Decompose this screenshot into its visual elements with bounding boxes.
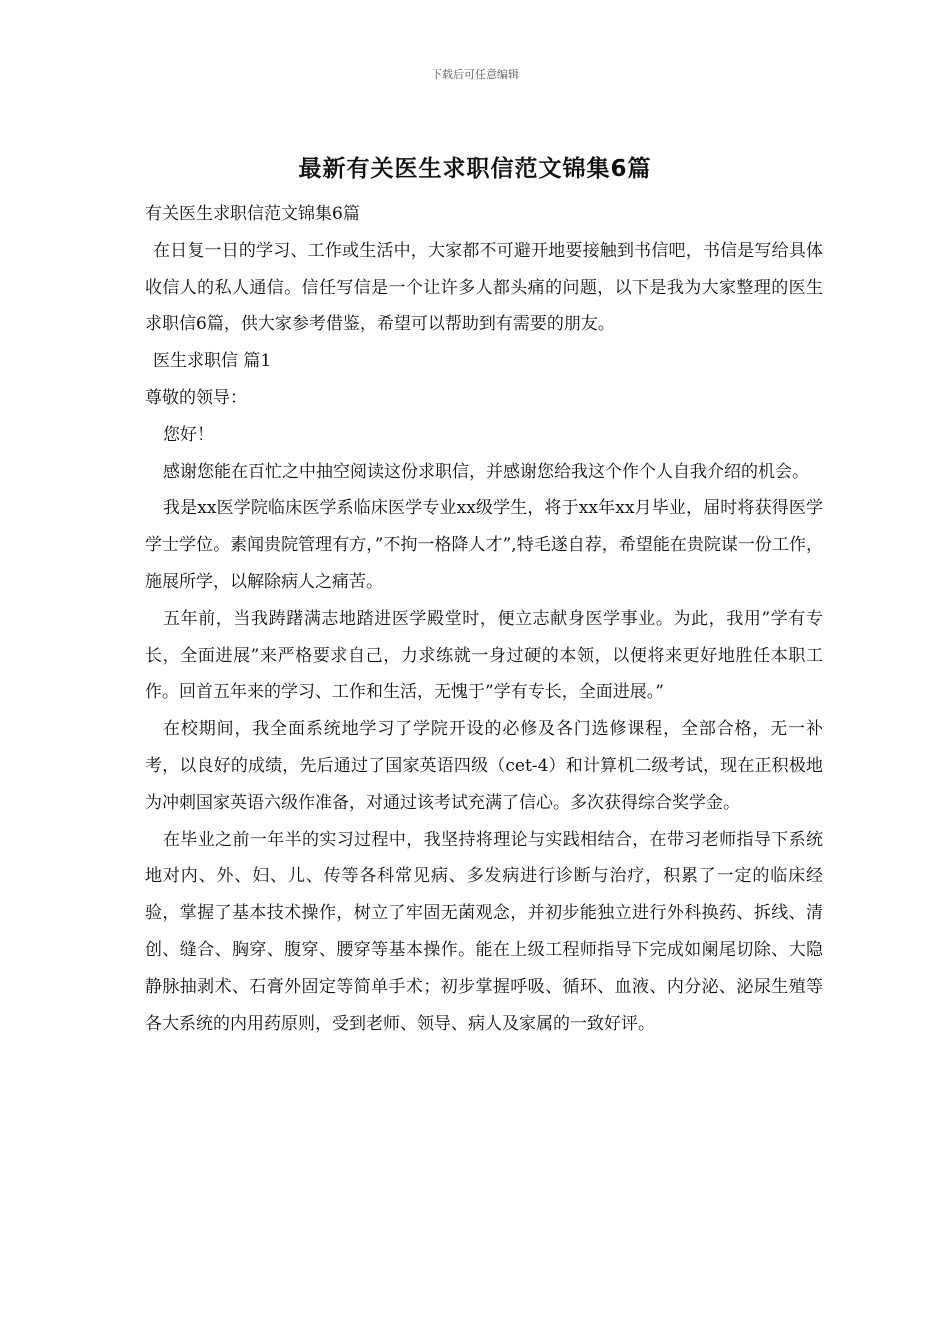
document-body xyxy=(145,196,823,1042)
body-paragraph: 在校期间，我全面系统地学习了学院开设的必修及各门选修课程，全部合格，无一补考，以良好的成绩，先后通过了国家英语四级（cet-4）和计算机二级考试，现在正积极地为冲刺国家英语六级作准备，对通过该考试充满了信心。多次获得综合奖学金。 xyxy=(145,719,823,813)
section-heading: 医生求职信 篇1 xyxy=(153,351,272,372)
page-header-note: 下载后可任意编辑 xyxy=(431,68,519,81)
body-paragraph: 在毕业之前一年半的实习过程中，我坚持将理论与实践相结合，在带习老师指导下系统地对内、外、妇、儿、传等各科常见病、多发病进行诊断与治疗，积累了一定的临床经验，掌握了基本技术操作，树立了牢固无菌观念，并初步能独立进行外科换药、拆线、清创、缝合、胸穿、腹穿、腰穿等基本操作。能在上级工程师指导下完成如阑尾切除、大隐静脉抽剥术、石膏外固定等简单手术；初步掌握呼吸、循环、血液、内分泌、泌尿生殖等各大系统的内用药原则，受到老师、领导、病人及家属的一致好评。 xyxy=(145,829,823,1034)
subtitle-paragraph: 有关医生求职信范文锦集6篇 xyxy=(145,204,360,224)
document-title: 最新有关医生求职信范文锦集6篇 xyxy=(298,156,652,182)
body-paragraph: 我是xx医学院临床医学系临床医学专业xx级学生，将于xx年xx月毕业，届时将获得医学学士学位。素闻贵院管理有方，”不拘一格降人才”,特毛遂自荐，希望能在贵院谋一份工作，施展所学，以解除病人之痛苦。 xyxy=(145,498,823,592)
salutation: 尊敬的领导： xyxy=(145,387,247,408)
body-paragraph: 感谢您能在百忙之中抽空阅读这份求职信，并感谢您给我这个作个人自我介绍的机会。 xyxy=(163,461,809,482)
greeting: 您好！ xyxy=(163,424,214,445)
intro-paragraph: 在日复一日的学习、工作或生活中，大家都不可避开地要接触到书信吧，书信是写给具体收信人的私人通信。信任写信是一个让许多人都头痛的问题，以下是我为大家整理的医生求职信6篇，供大家参考借鉴，希望可以帮助到有需要的朋友。 xyxy=(145,240,823,335)
body-paragraph: 五年前，当我踌躇满志地踏进医学殿堂时，便立志献身医学事业。为此，我用”学有专长，全面进展”来严格要求自己，力求练就一身过硬的本领，以便将来更好地胜任本职工作。回首五年来的学习、工作和生活，无愧于”学有专长，全面进展。” xyxy=(145,608,823,703)
